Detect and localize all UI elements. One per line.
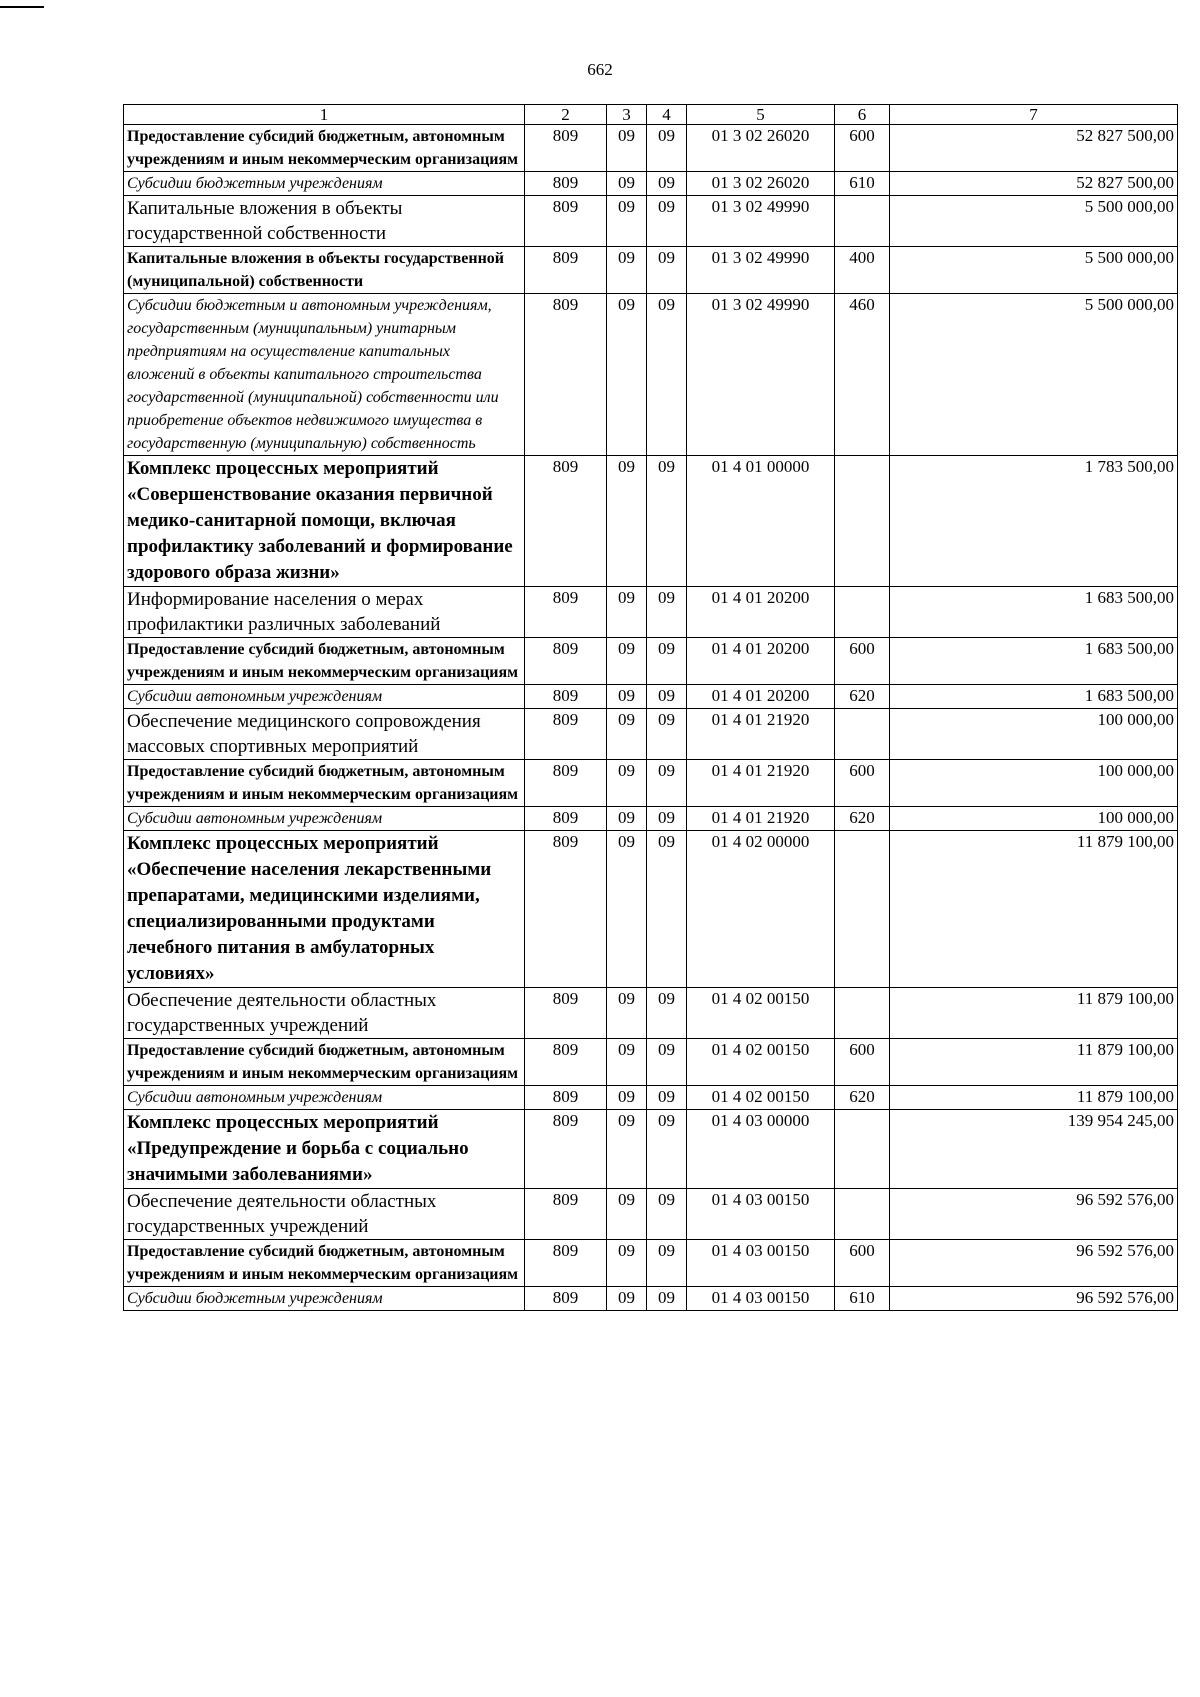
cell-subsection: 09 <box>647 1039 687 1086</box>
cell-section: 09 <box>607 638 647 685</box>
cell-expense-type: 620 <box>835 685 890 709</box>
cell-subsection: 09 <box>647 247 687 294</box>
cell-target-article: 01 4 03 00000 <box>687 1110 835 1189</box>
cell-subsection: 09 <box>647 831 687 988</box>
cell-expense-type <box>835 831 890 988</box>
cell-subsection: 09 <box>647 760 687 807</box>
cell-ministry-code: 809 <box>525 760 607 807</box>
row-description: Обеспечение медицинского сопровождения массовых спортивных мероприятий <box>124 709 525 760</box>
cell-section: 09 <box>607 196 647 247</box>
cell-expense-type <box>835 1110 890 1189</box>
cell-expense-type: 600 <box>835 638 890 685</box>
cell-subsection: 09 <box>647 196 687 247</box>
header-col-7: 7 <box>890 105 1178 125</box>
row-description: Субсидии автономным учреждениям <box>124 807 525 831</box>
cell-amount: 1 783 500,00 <box>890 456 1178 587</box>
cell-subsection: 09 <box>647 988 687 1039</box>
cell-expense-type: 610 <box>835 172 890 196</box>
cell-ministry-code: 809 <box>525 1086 607 1110</box>
row-description: Комплекс процессных мероприятий «Предупреждение и борьба с социально значимыми заболеваниями» <box>124 1110 525 1189</box>
cell-ministry-code: 809 <box>525 1110 607 1189</box>
cell-amount: 52 827 500,00 <box>890 172 1178 196</box>
header-col-5: 5 <box>687 105 835 125</box>
cell-amount: 96 592 576,00 <box>890 1189 1178 1240</box>
cell-subsection: 09 <box>647 685 687 709</box>
cell-ministry-code: 809 <box>525 807 607 831</box>
row-description: Информирование населения о мерах профилактики различных заболеваний <box>124 587 525 638</box>
table-row <box>124 760 1178 807</box>
cell-subsection: 09 <box>647 638 687 685</box>
cell-section: 09 <box>607 125 647 172</box>
row-description: Предоставление субсидий бюджетным, автономным учреждениям и иным некоммерческим организациям <box>124 1039 525 1086</box>
row-description: Субсидии бюджетным учреждениям <box>124 1287 525 1311</box>
cell-ministry-code: 809 <box>525 125 607 172</box>
table-row <box>124 456 1178 587</box>
row-description: Обеспечение деятельности областных государственных учреждений <box>124 988 525 1039</box>
cell-expense-type: 620 <box>835 1086 890 1110</box>
table-row <box>124 1110 1178 1189</box>
cell-amount: 11 879 100,00 <box>890 988 1178 1039</box>
cell-amount: 52 827 500,00 <box>890 125 1178 172</box>
table-header-row <box>124 105 1178 125</box>
header-col-1: 1 <box>124 105 525 125</box>
row-description: Предоставление субсидий бюджетным, автономным учреждениям и иным некоммерческим организациям <box>124 760 525 807</box>
cell-expense-type <box>835 587 890 638</box>
table-row <box>124 807 1178 831</box>
cell-section: 09 <box>607 988 647 1039</box>
cell-section: 09 <box>607 1189 647 1240</box>
cell-ministry-code: 809 <box>525 1189 607 1240</box>
table-row <box>124 638 1178 685</box>
cell-ministry-code: 809 <box>525 247 607 294</box>
cell-ministry-code: 809 <box>525 172 607 196</box>
cell-expense-type: 600 <box>835 760 890 807</box>
cell-section: 09 <box>607 1039 647 1086</box>
cell-amount: 100 000,00 <box>890 807 1178 831</box>
table-row <box>124 709 1178 760</box>
cell-section: 09 <box>607 807 647 831</box>
cell-target-article: 01 4 01 20200 <box>687 587 835 638</box>
cell-ministry-code: 809 <box>525 1287 607 1311</box>
header-col-2: 2 <box>525 105 607 125</box>
cell-subsection: 09 <box>647 1287 687 1311</box>
cell-ministry-code: 809 <box>525 587 607 638</box>
cell-subsection: 09 <box>647 1189 687 1240</box>
cell-subsection: 09 <box>647 1086 687 1110</box>
cell-ministry-code: 809 <box>525 456 607 587</box>
cell-target-article: 01 3 02 49990 <box>687 196 835 247</box>
cell-target-article: 01 3 02 49990 <box>687 247 835 294</box>
cell-section: 09 <box>607 294 647 456</box>
row-description: Субсидии бюджетным и автономным учреждениям, государственным (муниципальным) унитарным предприятиям на осуществление капитальных вложений в объекты капитального строительства государственной (муниципальной) собственности или приобретение объектов недвижимого имущества в государственную (муниципальную) собственность <box>124 294 525 456</box>
cell-target-article: 01 3 02 49990 <box>687 294 835 456</box>
row-description: Предоставление субсидий бюджетным, автономным учреждениям и иным некоммерческим организациям <box>124 638 525 685</box>
header-col-3: 3 <box>607 105 647 125</box>
cell-target-article: 01 4 01 21920 <box>687 760 835 807</box>
row-description: Комплекс процессных мероприятий «Обеспечение населения лекарственными препаратами, медицинскими изделиями, специализированными продуктами лечебного питания в амбулаторных условиях» <box>124 831 525 988</box>
cell-subsection: 09 <box>647 1110 687 1189</box>
cell-ministry-code: 809 <box>525 685 607 709</box>
cell-amount: 1 683 500,00 <box>890 685 1178 709</box>
row-description: Обеспечение деятельности областных государственных учреждений <box>124 1189 525 1240</box>
row-description: Предоставление субсидий бюджетным, автономным учреждениям и иным некоммерческим организациям <box>124 125 525 172</box>
cell-subsection: 09 <box>647 172 687 196</box>
cell-target-article: 01 4 02 00150 <box>687 1086 835 1110</box>
cell-ministry-code: 809 <box>525 1240 607 1287</box>
scan-edge-line <box>0 6 44 8</box>
cell-amount: 96 592 576,00 <box>890 1287 1178 1311</box>
table-row <box>124 125 1178 172</box>
cell-subsection: 09 <box>647 294 687 456</box>
cell-expense-type <box>835 456 890 587</box>
cell-expense-type: 600 <box>835 1240 890 1287</box>
cell-section: 09 <box>607 1086 647 1110</box>
page-number: 662 <box>587 60 613 79</box>
cell-amount: 139 954 245,00 <box>890 1110 1178 1189</box>
table-row <box>124 587 1178 638</box>
cell-section: 09 <box>607 1287 647 1311</box>
cell-section: 09 <box>607 587 647 638</box>
cell-ministry-code: 809 <box>525 196 607 247</box>
cell-target-article: 01 3 02 26020 <box>687 125 835 172</box>
cell-section: 09 <box>607 1240 647 1287</box>
cell-amount: 100 000,00 <box>890 709 1178 760</box>
cell-amount: 5 500 000,00 <box>890 294 1178 456</box>
cell-section: 09 <box>607 685 647 709</box>
cell-expense-type: 620 <box>835 807 890 831</box>
budget-table <box>123 104 1178 1311</box>
cell-amount: 11 879 100,00 <box>890 1086 1178 1110</box>
cell-ministry-code: 809 <box>525 294 607 456</box>
cell-section: 09 <box>607 709 647 760</box>
row-description: Субсидии автономным учреждениям <box>124 685 525 709</box>
cell-target-article: 01 4 03 00150 <box>687 1189 835 1240</box>
row-description: Капитальные вложения в объекты государственной (муниципальной) собственности <box>124 247 525 294</box>
cell-section: 09 <box>607 831 647 988</box>
cell-section: 09 <box>607 1110 647 1189</box>
cell-target-article: 01 4 02 00150 <box>687 1039 835 1086</box>
cell-expense-type <box>835 196 890 247</box>
cell-expense-type: 400 <box>835 247 890 294</box>
cell-subsection: 09 <box>647 709 687 760</box>
row-description: Предоставление субсидий бюджетным, автономным учреждениям и иным некоммерческим организациям <box>124 1240 525 1287</box>
cell-section: 09 <box>607 247 647 294</box>
cell-amount: 100 000,00 <box>890 760 1178 807</box>
cell-ministry-code: 809 <box>525 709 607 760</box>
cell-expense-type: 610 <box>835 1287 890 1311</box>
cell-target-article: 01 4 01 20200 <box>687 685 835 709</box>
cell-subsection: 09 <box>647 587 687 638</box>
table-row <box>124 172 1178 196</box>
cell-target-article: 01 4 03 00150 <box>687 1287 835 1311</box>
cell-ministry-code: 809 <box>525 988 607 1039</box>
cell-subsection: 09 <box>647 456 687 587</box>
table-row <box>124 247 1178 294</box>
table-row <box>124 831 1178 988</box>
cell-target-article: 01 4 02 00150 <box>687 988 835 1039</box>
cell-amount: 1 683 500,00 <box>890 587 1178 638</box>
cell-expense-type <box>835 988 890 1039</box>
cell-target-article: 01 4 01 00000 <box>687 456 835 587</box>
table-row <box>124 294 1178 456</box>
cell-expense-type <box>835 1189 890 1240</box>
cell-expense-type: 600 <box>835 125 890 172</box>
table-row <box>124 1287 1178 1311</box>
cell-ministry-code: 809 <box>525 638 607 685</box>
cell-amount: 11 879 100,00 <box>890 1039 1178 1086</box>
cell-subsection: 09 <box>647 807 687 831</box>
cell-expense-type: 600 <box>835 1039 890 1086</box>
cell-amount: 5 500 000,00 <box>890 247 1178 294</box>
cell-target-article: 01 3 02 26020 <box>687 172 835 196</box>
header-col-4: 4 <box>647 105 687 125</box>
row-description: Субсидии бюджетным учреждениям <box>124 172 525 196</box>
cell-target-article: 01 4 01 21920 <box>687 807 835 831</box>
cell-ministry-code: 809 <box>525 1039 607 1086</box>
cell-amount: 1 683 500,00 <box>890 638 1178 685</box>
table-row <box>124 1240 1178 1287</box>
row-description: Капитальные вложения в объекты государственной собственности <box>124 196 525 247</box>
table-row <box>124 685 1178 709</box>
header-col-6: 6 <box>835 105 890 125</box>
table-row <box>124 1189 1178 1240</box>
cell-amount: 5 500 000,00 <box>890 196 1178 247</box>
cell-expense-type: 460 <box>835 294 890 456</box>
row-description: Комплекс процессных мероприятий «Совершенствование оказания первичной медико-санитарной помощи, включая профилактику заболеваний и формирование здорового образа жизни» <box>124 456 525 587</box>
row-description: Субсидии автономным учреждениям <box>124 1086 525 1110</box>
cell-subsection: 09 <box>647 1240 687 1287</box>
cell-target-article: 01 4 01 21920 <box>687 709 835 760</box>
cell-section: 09 <box>607 456 647 587</box>
table-row <box>124 196 1178 247</box>
cell-target-article: 01 4 03 00150 <box>687 1240 835 1287</box>
cell-subsection: 09 <box>647 125 687 172</box>
cell-expense-type <box>835 709 890 760</box>
cell-section: 09 <box>607 172 647 196</box>
cell-amount: 11 879 100,00 <box>890 831 1178 988</box>
table-row <box>124 988 1178 1039</box>
cell-target-article: 01 4 01 20200 <box>687 638 835 685</box>
cell-amount: 96 592 576,00 <box>890 1240 1178 1287</box>
cell-target-article: 01 4 02 00000 <box>687 831 835 988</box>
table-row <box>124 1039 1178 1086</box>
cell-section: 09 <box>607 760 647 807</box>
cell-ministry-code: 809 <box>525 831 607 988</box>
table-row <box>124 1086 1178 1110</box>
